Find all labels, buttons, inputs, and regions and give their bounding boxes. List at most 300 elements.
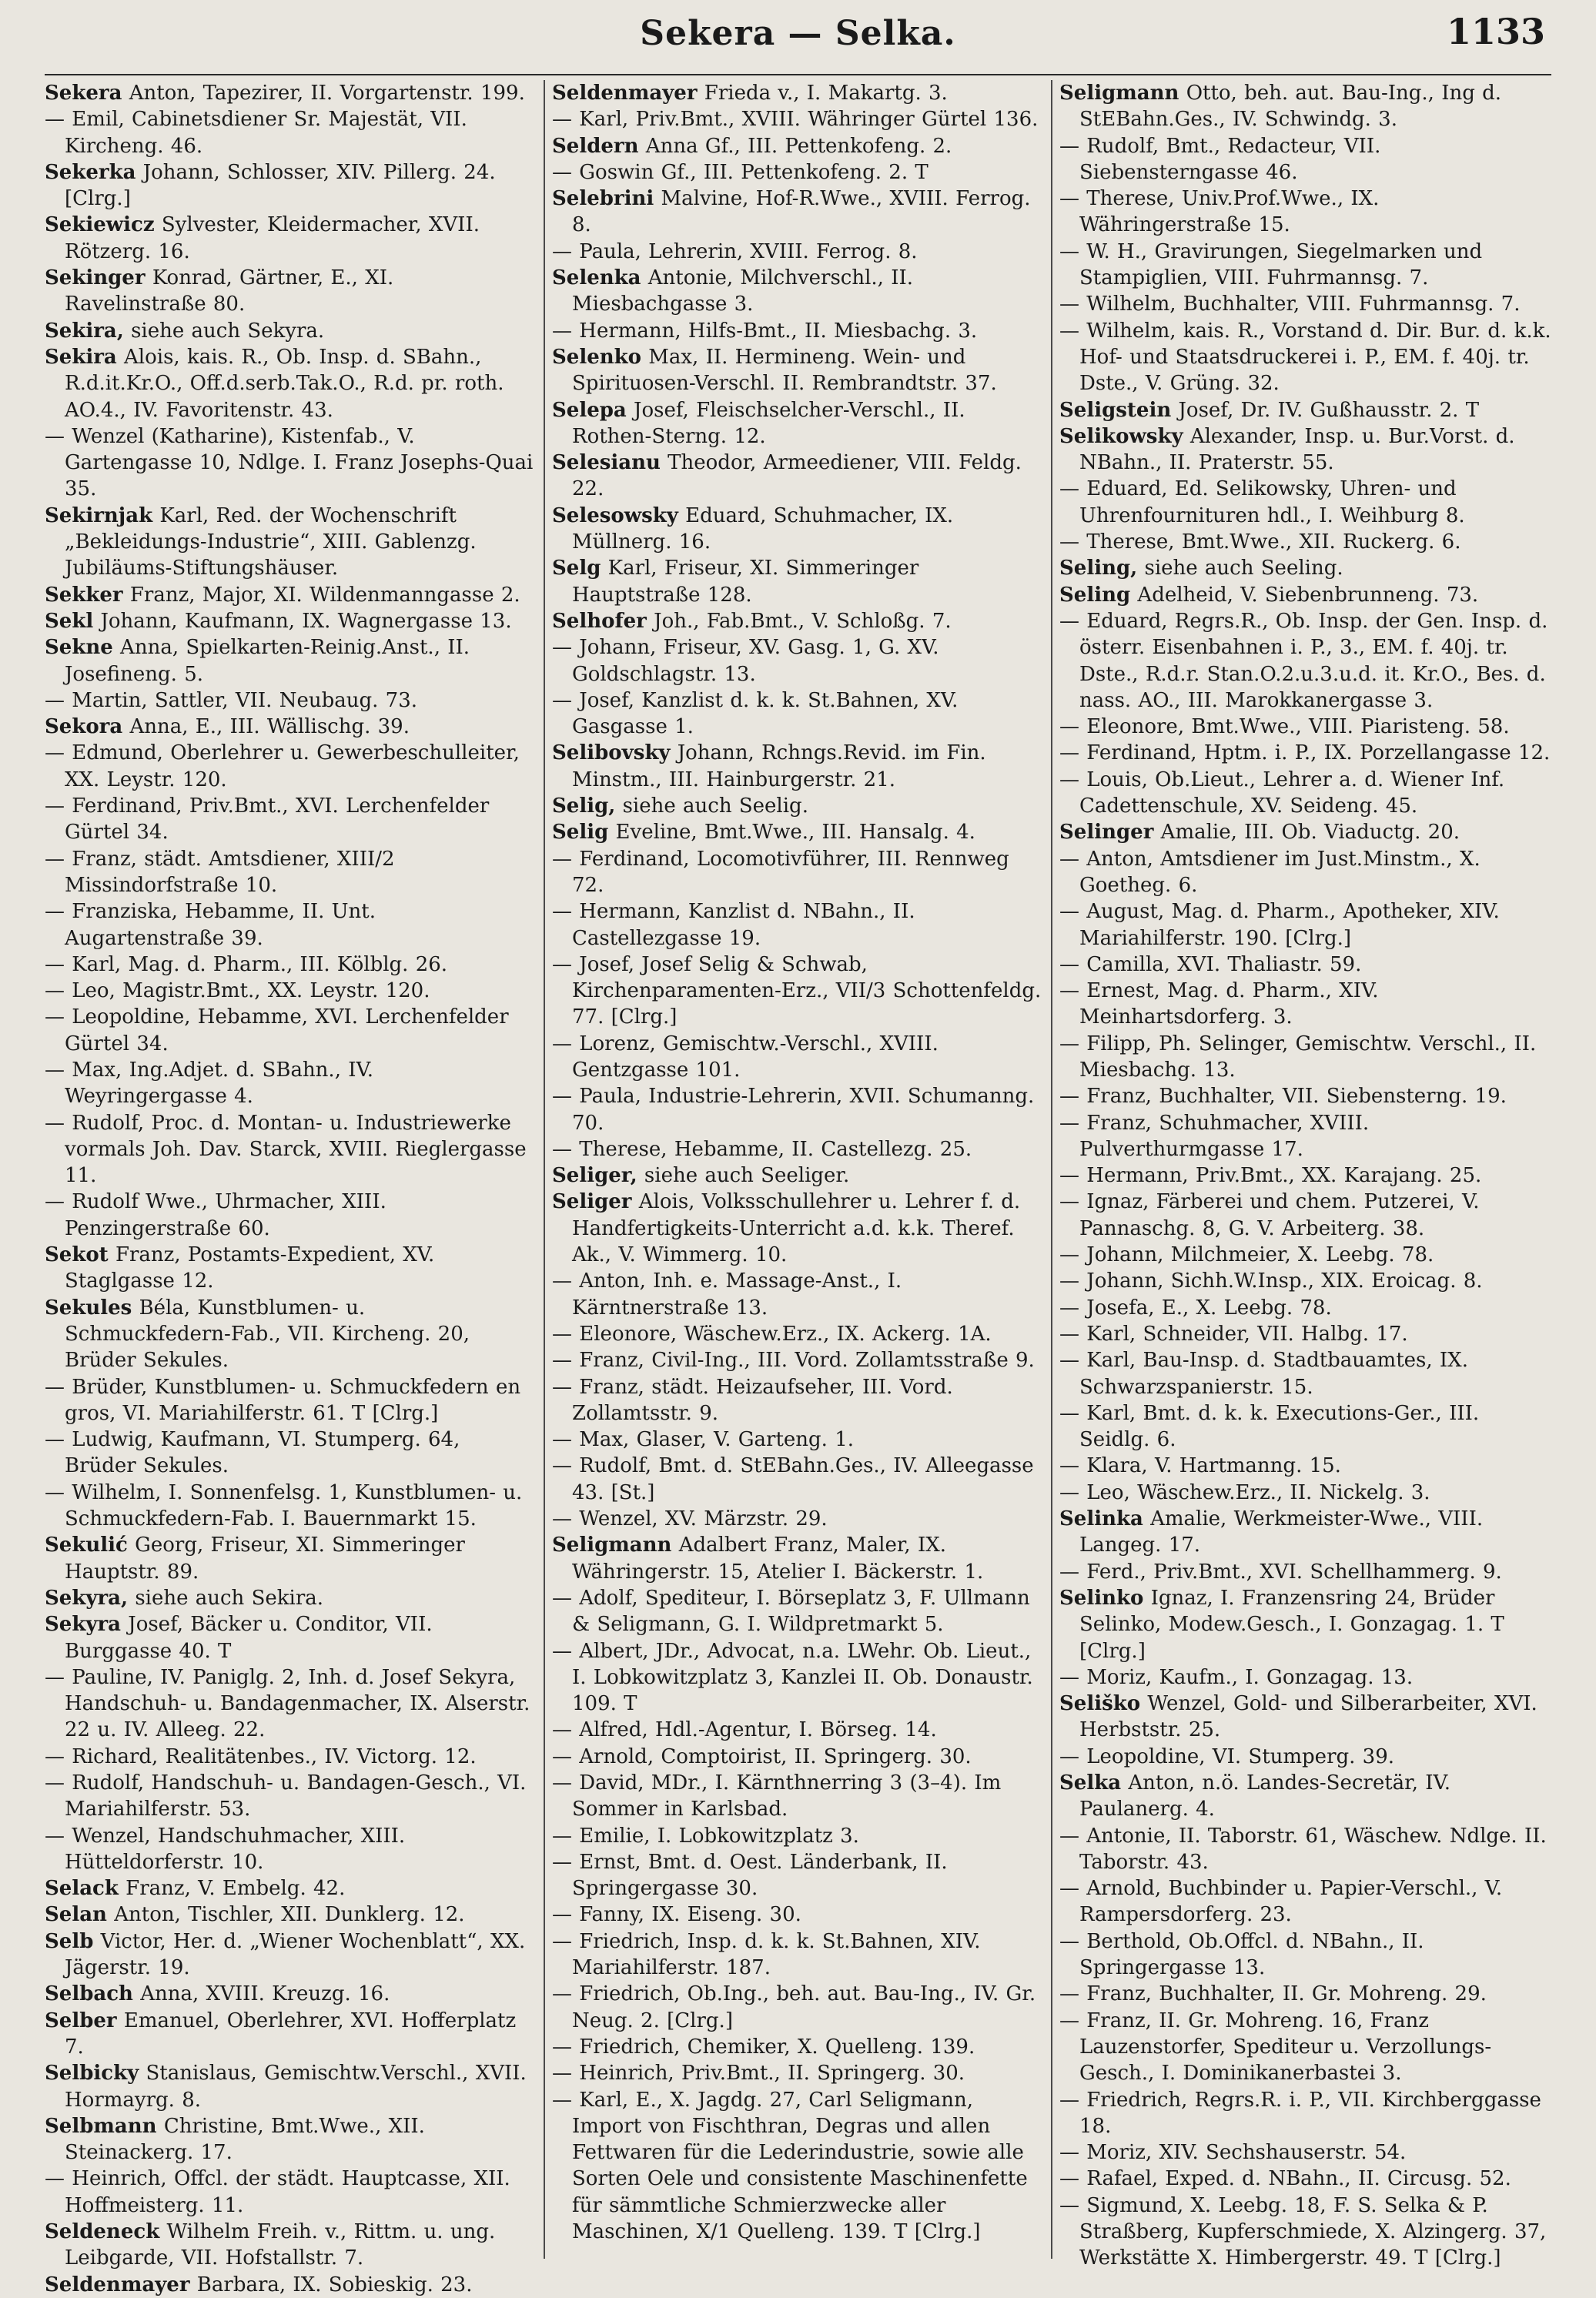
directory-entry (1059, 1506, 1552, 1559)
entry-text: siehe auch Sekyra. (131, 319, 325, 343)
entry-text: — Friedrich, Chemiker, X. Quelleng. 139. (552, 2035, 975, 2059)
entry-surname: Sekker (45, 583, 123, 607)
entry-text: — Rudolf, Handschuh- u. Bandagen-Gesch., VI. Mariahilferstr. 53. (45, 1771, 527, 1821)
directory-entry (45, 634, 537, 687)
directory-entry (552, 186, 1045, 239)
entry-surname: Seldeneck (45, 2220, 160, 2244)
entry-text: — W. H., Gravirungen, Siegelmarken und Stampiglien, VIII. Fuhrmannsg. 7. (1059, 239, 1483, 290)
entry-text: — Johann, Sichh.W.Insp., XIX. Eroicag. 8. (1059, 1269, 1483, 1293)
directory-entry (45, 687, 537, 714)
directory-entry (552, 793, 1045, 819)
entry-text: — Ferdinand, Hptm. i. P., IX. Porzellangasse 12. (1059, 741, 1551, 765)
entry-text: Victor, Her. d. „Wiener Wochenblatt“, XX. Jägerstr. 19. (65, 1929, 526, 1980)
entry-text: — August, Mag. d. Pharm., Apotheker, XIV. Mariahilferstr. 190. [Clrg.] (1059, 900, 1500, 950)
directory-entry (45, 106, 537, 159)
directory-entry (1059, 397, 1552, 423)
directory-entry (1059, 1110, 1552, 1163)
entry-text: — Antonie, II. Taborstr. 61, Wäschew. Ndlge. II. Taborstr. 43. (1059, 1824, 1547, 1874)
entry-text: — Rudolf, Bmt. d. StEBahn.Ges., IV. Alleegasse 43. [St.] (552, 1454, 1034, 1504)
directory-entry (1059, 714, 1552, 740)
entry-text: Amalie, III. Ob. Viaductg. 20. (1160, 821, 1460, 845)
entry-surname: Selbmann (45, 2114, 157, 2138)
directory-entry (1059, 819, 1552, 845)
directory-entry (1059, 1770, 1552, 1823)
column-2 (552, 80, 1045, 2259)
entry-surname: Seling (1059, 583, 1131, 607)
directory-entry (45, 846, 537, 899)
entry-text: — Franziska, Hebamme, II. Unt. Augartenstraße 39. (45, 900, 376, 950)
entry-text: — Karl, E., X. Jagdg. 27, Carl Seligmann, Import von Fischthran, Degras und allen Fettwaren für die Lederindustrie, sowie alle Sorten Oele und consistente Maschinenfette für sämmtliche Schmierzwecke aller Maschinen, X/1 Quelleng. 139. T [Clrg.] (552, 2088, 1028, 2244)
directory-entry (45, 1611, 537, 1664)
directory-entry (1059, 476, 1552, 529)
directory-entry (1059, 239, 1552, 292)
entry-surname: Selig (552, 821, 609, 845)
entry-text: Josef, Fleischselcher-Verschl., II. Rothen-Sterng. 12. (572, 398, 965, 448)
directory-entry (1059, 2008, 1552, 2087)
directory-entry (552, 239, 1045, 265)
entry-text: — Leopoldine, VI. Stumperg. 39. (1059, 1744, 1395, 1768)
directory-entry (45, 714, 537, 740)
entry-text: Adalbert Franz, Maler, IX. Währingerstr. 15, Atelier I. Bäckerstr. 1. (572, 1534, 984, 1584)
entry-text: — Wilhelm, I. Sonnenfelsg. 1, Kunstblumen- u. Schmuckfedern-Fab. I. Bauernmarkt 15. (45, 1480, 523, 1531)
directory-entry (1059, 291, 1552, 317)
entry-text: Eveline, Bmt.Wwe., III. Hansalg. 4. (615, 821, 975, 845)
directory-entry (45, 1480, 537, 1533)
entry-text: — Franz, Civil-Ing., III. Vord. Zollamtsstraße 9. (552, 1349, 1035, 1373)
entry-text: — Wilhelm, Buchhalter, VIII. Fuhrmannsg. 7. (1059, 293, 1521, 316)
directory-entry (1059, 1823, 1552, 1876)
directory-entry (552, 1427, 1045, 1453)
directory-entry (552, 2060, 1045, 2086)
entry-surname: Seldenmayer (552, 82, 698, 105)
directory-entry (552, 846, 1045, 899)
directory-entry (552, 450, 1045, 503)
entry-text: — Eduard, Ed. Selikowsky, Uhren- und Uhrenfournituren hdl., I. Weihburg 8. (1059, 477, 1465, 527)
directory-entry (1059, 767, 1552, 820)
entry-text: — Ferdinand, Locomotivführer, III. Rennweg 72. (552, 847, 1009, 897)
directory-entry (552, 80, 1045, 106)
directory-entry (45, 344, 537, 423)
directory-entry (552, 133, 1045, 159)
entry-text: — Eduard, Regrs.R., Ob. Insp. der Gen. Insp. d. österr. Eisenbahnen i. P., 3., EM. f. 40j. tr. Dste., R.d.r. Stan.O.2.u.3.u.d. it. Kr.O., Bes. d. nass. AO., III. Marokkanergasse 3. (1059, 609, 1548, 712)
entry-surname: Seligmann (552, 1534, 672, 1557)
entry-text: — Ignaz, Färberei und chem. Putzerei, V. Pannaschg. 8, G. V. Arbeiterg. 38. (1059, 1190, 1480, 1240)
entry-text: Christine, Bmt.Wwe., XII. Steinackerg. 17. (65, 2114, 425, 2165)
directory-entry (1059, 1321, 1552, 1347)
entry-text: — Fanny, IX. Eiseng. 30. (552, 1903, 801, 1927)
entry-text: — Franz, Buchhalter, II. Gr. Mohreng. 29. (1059, 1982, 1487, 2006)
entry-surname: Sekyra, (45, 1586, 129, 1610)
entry-surname: Seliško (1059, 1692, 1141, 1716)
entry-text: — Albert, JDr., Advocat, n.a. LWehr. Ob. Lieut., I. Lobkowitzplatz 3, Kanzlei II. Ob. Donaustr. 109. T (552, 1639, 1033, 1716)
directory-entry (1059, 1189, 1552, 1242)
directory-entry (1059, 582, 1552, 608)
directory-entry (552, 952, 1045, 1031)
entry-text: Anna, Spielkarten-Reinig.Anst., II. Josefineng. 5. (65, 636, 470, 686)
directory-entry (1059, 2087, 1552, 2140)
entry-text: — Heinrich, Offcl. der städt. Hauptcasse, XII. Hoffmeisterg. 11. (45, 2167, 510, 2217)
entry-surname: Selenka (552, 266, 641, 290)
entry-text: — Paula, Industrie-Lehrerin, XVII. Schumanng. 70. (552, 1085, 1035, 1135)
entry-text: — Wilhelm, kais. R., Vorstand d. Dir. Bur. d. k.k. Hof- und Staatsdruckerei i. P., EM. f. 40j. tr. Dste., V. Grüng. 32. (1059, 319, 1551, 396)
column-divider (544, 80, 545, 2259)
directory-entry (552, 1902, 1045, 1928)
entry-text: — Lorenz, Gemischtw.-Verschl., XVIII. Gentzgasse 101. (552, 1032, 939, 1082)
entry-surname: Selesowsky (552, 503, 678, 527)
directory-entry (45, 1902, 537, 1928)
directory-entry (45, 1110, 537, 1189)
directory-entry (45, 2166, 537, 2219)
directory-entry (45, 740, 537, 793)
directory-entry (45, 1981, 537, 2007)
entry-text: Josef, Bäcker u. Conditor, VII. Burggasse 40. T (65, 1613, 433, 1663)
entry-text: — Heinrich, Priv.Bmt., II. Springerg. 30. (552, 2062, 965, 2086)
directory-entry (45, 1928, 537, 1982)
directory-entry (45, 1823, 537, 1876)
entry-text: — Karl, Mag. d. Pharm., III. Kölblg. 26. (45, 952, 448, 976)
directory-entry (1059, 1875, 1552, 1928)
entry-surname: Seligstein (1059, 398, 1172, 422)
directory-entry (1059, 1691, 1552, 1744)
entry-surname: Sekerka (45, 160, 136, 184)
directory-entry (45, 1744, 537, 1770)
entry-text: Alois, kais. R., Ob. Insp. d. SBahn., R.d.it.Kr.O., Off.d.serb.Tak.O., R.d. pr. roth. AO.4., IV. Favoritenstr. 43. (65, 345, 504, 422)
entry-surname: Selber (45, 2009, 117, 2032)
directory-entry (1059, 1585, 1552, 1664)
directory-entry (1059, 1268, 1552, 1294)
directory-entry (1059, 2193, 1552, 2272)
entry-text: — Arnold, Buchbinder u. Papier-Verschl., V. Rampersdorferg. 23. (1059, 1877, 1503, 1927)
directory-entry (1059, 1981, 1552, 2007)
directory-entry (552, 1928, 1045, 1982)
entry-text: Johann, Rchngs.Revid. im Fin. Minstm., III. Hainburgerstr. 21. (572, 741, 986, 791)
entry-text: — Max, Ing.Adjet. d. SBahn., IV. Weyringergasse 4. (45, 1058, 373, 1109)
entry-text: Béla, Kunstblumen- u. Schmuckfedern-Fab., VII. Kircheng. 20, Brüder Sekules. (65, 1296, 470, 1373)
directory-entry (45, 2008, 537, 2061)
directory-entry (45, 2219, 537, 2272)
entry-surname: Seldenmayer (45, 2273, 190, 2296)
directory-entry (45, 1189, 537, 1242)
directory-entry (552, 2087, 1045, 2246)
entry-text: — Leo, Wäschew.Erz., II. Nickelg. 3. (1059, 1480, 1430, 1504)
entry-text: — Josef, Josef Selig & Schwab, Kirchenparamenten-Erz., VII/3 Schottenfeldg. 77. [Clrg.] (552, 952, 1042, 1029)
entry-text: — Martin, Sattler, VII. Neubaug. 73. (45, 688, 418, 712)
directory-entry (552, 265, 1045, 318)
entry-surname: Sekot (45, 1243, 109, 1267)
entry-text: Anna, E., III. Wällischg. 39. (129, 715, 410, 739)
entry-surname: Selig, (552, 794, 616, 818)
entry-text: Franz, Major, XI. Wildenmanngasse 2. (129, 583, 520, 607)
directory-entry (552, 1374, 1045, 1427)
entry-text: Franz, Postamts-Expedient, XV. Staglgasse 12. (65, 1243, 435, 1293)
entry-text: — Edmund, Oberlehrer u. Gewerbeschulleiter, XX. Leystr. 120. (45, 741, 520, 791)
directory-entry (552, 1849, 1045, 1902)
entry-surname: Selb (45, 1929, 94, 1953)
entry-text: — Goswin Gf., III. Pettenkofeng. 2. T (552, 160, 928, 184)
entry-text: Adelheid, V. Siebenbrunneng. 73. (1137, 583, 1479, 607)
directory-entry (45, 503, 537, 582)
directory-entry (1059, 1480, 1552, 1506)
entry-text: — Brüder, Kunstblumen- u. Schmuckfedern en gros, VI. Mariahilferstr. 61. T [Clrg.] (45, 1375, 521, 1425)
entry-surname: Selinko (1059, 1586, 1144, 1610)
entry-surname: Selbicky (45, 2062, 139, 2086)
directory-entry (45, 608, 537, 634)
entry-text: — Arnold, Comptoirist, II. Springerg. 30. (552, 1744, 972, 1768)
entry-text: siehe auch Seeliger. (644, 1164, 850, 1188)
entry-text: — Johann, Friseur, XV. Gasg. 1, G. XV. Goldschlagstr. 13. (552, 636, 939, 686)
entry-text: Max, II. Hermineng. Wein- und Spirituosen-Verschl. II. Rembrandtstr. 37. (572, 345, 997, 396)
entry-surname: Selan (45, 1903, 107, 1927)
entry-text: Frieda v., I. Makartg. 3. (704, 82, 948, 105)
directory-entry (1059, 1744, 1552, 1770)
directory-entry (1059, 1559, 1552, 1585)
entry-text: — Emil, Cabinetsdiener Sr. Majestät, VII. Kircheng. 46. (45, 108, 467, 158)
directory-entry (1059, 1347, 1552, 1400)
directory-entry (45, 265, 537, 318)
entry-text: — Josefa, E., X. Leebg. 78. (1059, 1296, 1332, 1320)
directory-entry (552, 1638, 1045, 1718)
entry-text: — Sigmund, X. Leebg. 18, F. S. Selka & P. Straßberg, Kupferschmiede, X. Alzingerg. 37, Werkstätte X. Himbergerstr. 49. T [Clrg.] (1059, 2193, 1547, 2270)
directory-entry (45, 212, 537, 265)
header-rule (45, 74, 1551, 75)
entry-text: — Klara, V. Hartmanng. 15. (1059, 1454, 1341, 1478)
directory-entry (45, 1770, 537, 1823)
entry-text: Anna Gf., III. Pettenkofeng. 2. (645, 134, 952, 158)
directory-entry (552, 1717, 1045, 1743)
entry-text: siehe auch Sekira. (135, 1586, 324, 1610)
directory-entry (45, 1295, 537, 1374)
entry-surname: Seliger (552, 1190, 632, 1214)
entry-surname: Seldern (552, 134, 639, 158)
entry-surname: Sekirnjak (45, 503, 153, 527)
entry-text: siehe auch Seeling. (1144, 557, 1343, 580)
directory-entry (552, 1162, 1045, 1189)
entry-text: — Eleonore, Bmt.Wwe., VIII. Piaristeng. 58. (1059, 715, 1510, 739)
entry-text: — Max, Glaser, V. Garteng. 1. (552, 1428, 855, 1452)
directory-entry (1059, 740, 1552, 766)
entry-text: — Therese, Hebamme, II. Castellezg. 25. (552, 1137, 972, 1161)
directory-entry (45, 2113, 537, 2166)
directory-entry (552, 740, 1045, 793)
directory-entry (45, 1427, 537, 1480)
entry-text: — Rudolf Wwe., Uhrmacher, XIII. Penzingerstraße 60. (45, 1190, 386, 1240)
entry-surname: Sekora (45, 715, 123, 739)
directory-entry (552, 1031, 1045, 1084)
entry-surname: Sekiewicz (45, 213, 155, 237)
directory-entry (1059, 846, 1552, 899)
entry-text: — Therese, Univ.Prof.Wwe., IX. Währingerstraße 15. (1059, 187, 1380, 237)
directory-entry (552, 687, 1045, 741)
entry-text: — Hermann, Kanzlist d. NBahn., II. Castellezgasse 19. (552, 900, 915, 950)
directory-entry (552, 397, 1045, 450)
directory-entry (552, 159, 1045, 186)
entry-text: — Wenzel, XV. Märzstr. 29. (552, 1507, 828, 1531)
directory-entry (552, 2034, 1045, 2060)
directory-entry (1059, 608, 1552, 714)
entry-surname: Sekules (45, 1296, 132, 1320)
directory-entry (1059, 318, 1552, 397)
entry-text: — Camilla, XVI. Thaliastr. 59. (1059, 952, 1362, 976)
entry-text: — Karl, Bmt. d. k. k. Executions-Ger., III. Seidlg. 6. (1059, 1401, 1480, 1452)
directory-entry (45, 318, 537, 344)
directory-columns (45, 80, 1551, 2296)
entry-text: Anton, n.ö. Landes-Secretär, IV. Paulanerg. 4. (1079, 1771, 1451, 1821)
entry-surname: Selinger (1059, 821, 1154, 845)
directory-entry (552, 1347, 1045, 1373)
directory-entry (45, 423, 537, 503)
directory-entry (552, 1532, 1045, 1585)
entry-surname: Selebrini (552, 187, 654, 211)
entry-text: Anna, XVIII. Kreuzg. 16. (140, 1982, 390, 2006)
entry-text: Sylvester, Kleidermacher, XVII. Rötzerg. 16. (65, 213, 480, 263)
entry-text: Joh., Fab.Bmt., V. Schloßg. 7. (654, 609, 952, 633)
entry-text: Alois, Volksschullehrer u. Lehrer f. d. Handfertigkeits-Unterricht a.d. k.k. Theref. Ak., V. Wimmerg. 10. (572, 1190, 1021, 1267)
directory-entry (45, 1532, 537, 1585)
entry-text: — Paula, Lehrerin, XVIII. Ferrog. 8. (552, 239, 918, 263)
entry-text: — Josef, Kanzlist d. k. k. St.Bahnen, XV. Gasgasse 1. (552, 688, 959, 739)
entry-text: — Moriz, XIV. Sechshauserstr. 54. (1059, 2141, 1407, 2165)
entry-text: — Pauline, IV. Paniglg. 2, Inh. d. Josef Sekyra, Handschuh- u. Bandagenmacher, IX. Alserstr. 22 u. IV. Alleeg. 22. (45, 1665, 530, 1742)
directory-entry (552, 1083, 1045, 1136)
entry-text: — Franz, II. Gr. Mohreng. 16, Franz Lauzenstorfer, Spediteur u. Verzollungs-Gesch., I. Dominikanerbastei 3. (1059, 2009, 1492, 2086)
entry-surname: Seligmann (1059, 82, 1179, 105)
entry-surname: Selibovsky (552, 741, 671, 765)
entry-text: — Emilie, I. Lobkowitzplatz 3. (552, 1824, 859, 1848)
entry-text: — Hermann, Hilfs-Bmt., II. Miesbachg. 3. (552, 319, 978, 343)
directory-entry (1059, 2166, 1552, 2192)
directory-entry (552, 1506, 1045, 1532)
directory-entry (552, 634, 1045, 687)
entry-text: Johann, Kaufmann, IX. Wagnergasse 13. (100, 609, 512, 633)
entry-text: Anton, Tapezirer, II. Vorgartenstr. 199. (129, 82, 525, 105)
entry-text: Eduard, Schuhmacher, IX. Müllnerg. 16. (572, 503, 954, 554)
directory-entry (552, 318, 1045, 344)
entry-text: Konrad, Gärtner, E., XI. Ravelinstraße 80. (65, 266, 394, 316)
entry-text: Alexander, Insp. u. Bur.Vorst. d. NBahn., II. Praterstr. 55. (1079, 424, 1515, 475)
entry-text: Karl, Red. der Wochenschrift „Bekleidungs-Industrie“, XIII. Gablenzg. Jubiläums-Stiftungshäuser. (65, 503, 477, 580)
entry-surname: Sekera (45, 82, 122, 105)
entry-text: Stanislaus, Gemischtw.Verschl., XVII. Hormayrg. 8. (65, 2062, 527, 2112)
entry-text: — Karl, Schneider, VII. Halbg. 17. (1059, 1322, 1408, 1346)
directory-entry (45, 1585, 537, 1611)
directory-entry (552, 1744, 1045, 1770)
directory-entry (45, 1242, 537, 1295)
entry-text: — Rudolf, Bmt., Redacteur, VII. Siebensterngasse 46. (1059, 134, 1381, 184)
entry-text: Ignaz, I. Franzensring 24, Brüder Selinko, Modew.Gesch., I. Gonzagag. 1. T [Clrg.] (1079, 1586, 1504, 1663)
directory-entry (1059, 133, 1552, 186)
directory-entry (1059, 2139, 1552, 2166)
entry-text: Karl, Friseur, XI. Simmeringer Hauptstraße 128. (572, 557, 919, 607)
entry-text: — Franz, städt. Amtsdiener, XIII/2 Missindorfstraße 10. (45, 847, 395, 897)
entry-text: — Rafael, Exped. d. NBahn., II. Circusg. 52. (1059, 2167, 1511, 2191)
directory-entry (552, 1770, 1045, 1823)
entry-text: Franz, V. Embelg. 42. (125, 1877, 346, 1901)
entry-text: siehe auch Seelig. (622, 794, 808, 818)
entry-surname: Seling, (1059, 557, 1138, 580)
entry-text: — Richard, Realitätenbes., IV. Victorg. 12. (45, 1744, 477, 1768)
entry-text: — Anton, Inh. e. Massage-Anst., I. Kärntnerstraße 13. (552, 1269, 902, 1320)
directory-entry (45, 582, 537, 608)
entry-text: Emanuel, Oberlehrer, XVI. Hofferplatz 7. (65, 2009, 517, 2059)
directory-entry (1059, 1295, 1552, 1321)
running-head: Sekera — Selka. (640, 14, 956, 53)
entry-text: — Leo, Magistr.Bmt., XX. Leystr. 120. (45, 979, 430, 1003)
column-1 (45, 80, 537, 2296)
directory-entry (1059, 529, 1552, 555)
directory-entry (45, 793, 537, 846)
entry-text: — Franz, Buchhalter, VII. Siebensterng. 19. (1059, 1085, 1507, 1109)
entry-text: — Friedrich, Ob.Ing., beh. aut. Bau-Ing., IV. Gr. Neug. 2. [Clrg.] (552, 1982, 1036, 2032)
entry-text: — Moriz, Kaufm., I. Gonzagag. 13. (1059, 1665, 1414, 1689)
entry-surname: Sekne (45, 636, 113, 660)
entry-text: Theodor, Armeediener, VIII. Feldg. 22. (572, 451, 1022, 501)
entry-text: — Ernest, Mag. d. Pharm., XIV. Meinhartsdorferg. 3. (1059, 979, 1379, 1029)
entry-text: Otto, beh. aut. Bau-Ing., Ing d. StEBahn.Ges., IV. Schwindg. 3. (1079, 82, 1502, 132)
page-number: 1133 (1446, 11, 1545, 52)
directory-entry (552, 106, 1045, 132)
directory-entry (552, 819, 1045, 845)
entry-surname: Selikowsky (1059, 424, 1183, 448)
entry-text: Amalie, Werkmeister-Wwe., VIII. Langeg. 17. (1079, 1507, 1484, 1557)
entry-text: — Ferd., Priv.Bmt., XVI. Schellhammerg. 9. (1059, 1560, 1502, 1584)
entry-surname: Sekinger (45, 266, 146, 290)
entry-text: — Wenzel, Handschuhmacher, XIII. Hütteldorferstr. 10. (45, 1824, 406, 1874)
directory-entry (552, 1321, 1045, 1347)
entry-text: — Alfred, Hdl.-Agentur, I. Börseg. 14. (552, 1718, 937, 1742)
entry-surname: Selenko (552, 345, 641, 369)
entry-text: — Ernst, Bmt. d. Oest. Länderbank, II. Springergasse 30. (552, 1850, 948, 1901)
entry-surname: Sekyra (45, 1613, 121, 1637)
directory-entry (1059, 898, 1552, 952)
entry-text: — Leopoldine, Hebamme, XVI. Lerchenfelder Gürtel 34. (45, 1005, 509, 1055)
directory-entry (45, 978, 537, 1004)
directory-entry (552, 503, 1045, 556)
directory-entry (45, 1664, 537, 1744)
entry-text: — Eleonore, Wäschew.Erz., IX. Ackerg. 1A. (552, 1322, 992, 1346)
entry-surname: Selg (552, 557, 601, 580)
directory-entry (1059, 1928, 1552, 1982)
directory-entry (1059, 80, 1552, 133)
column-3 (1059, 80, 1552, 2270)
entry-text: — Louis, Ob.Lieut., Lehrer a. d. Wiener Inf. Cadettenschule, XV. Seideng. 45. (1059, 768, 1505, 818)
entry-text: — Anton, Amtsdiener im Just.Minstm., X. Goetheg. 6. (1059, 847, 1481, 897)
entry-surname: Sekira (45, 345, 117, 369)
directory-entry (1059, 978, 1552, 1031)
entry-text: — Adolf, Spediteur, I. Börseplatz 3, F. Ullmann & Seligmann, G. I. Wildpretmarkt 5. (552, 1586, 1030, 1637)
directory-entry (1059, 1400, 1552, 1453)
directory-entry (552, 608, 1045, 634)
entry-text: — Karl, Bau-Insp. d. Stadtbauamtes, IX. Schwarzspanierstr. 15. (1059, 1349, 1468, 1399)
entry-surname: Selka (1059, 1771, 1122, 1795)
directory-entry (45, 159, 537, 212)
entry-surname: Selepa (552, 398, 627, 422)
entry-text: — Ludwig, Kaufmann, VI. Stumperg. 64, Brüder Sekules. (45, 1428, 460, 1478)
entry-surname: Sekira, (45, 319, 124, 343)
entry-text: — Karl, Priv.Bmt., XVIII. Währinger Gürtel 136. (552, 108, 1039, 132)
entry-text: Anton, Tischler, XII. Dunklerg. 12. (114, 1903, 465, 1927)
directory-entry (1059, 1242, 1552, 1268)
entry-text: — Friedrich, Insp. d. k. k. St.Bahnen, XIV. Mariahilferstr. 187. (552, 1929, 981, 1980)
entry-surname: Selack (45, 1877, 119, 1901)
entry-text: Barbara, IX. Sobieskig. 23. (196, 2273, 473, 2296)
entry-text: — Franz, Schuhmacher, XVIII. Pulverthurmgasse 17. (1059, 1111, 1370, 1161)
directory-entry (45, 1057, 537, 1110)
directory-entry (1059, 1031, 1552, 1084)
directory-entry (45, 2272, 537, 2298)
entry-surname: Selhofer (552, 609, 647, 633)
directory-entry (1059, 1453, 1552, 1479)
directory-entry (45, 1004, 537, 1057)
